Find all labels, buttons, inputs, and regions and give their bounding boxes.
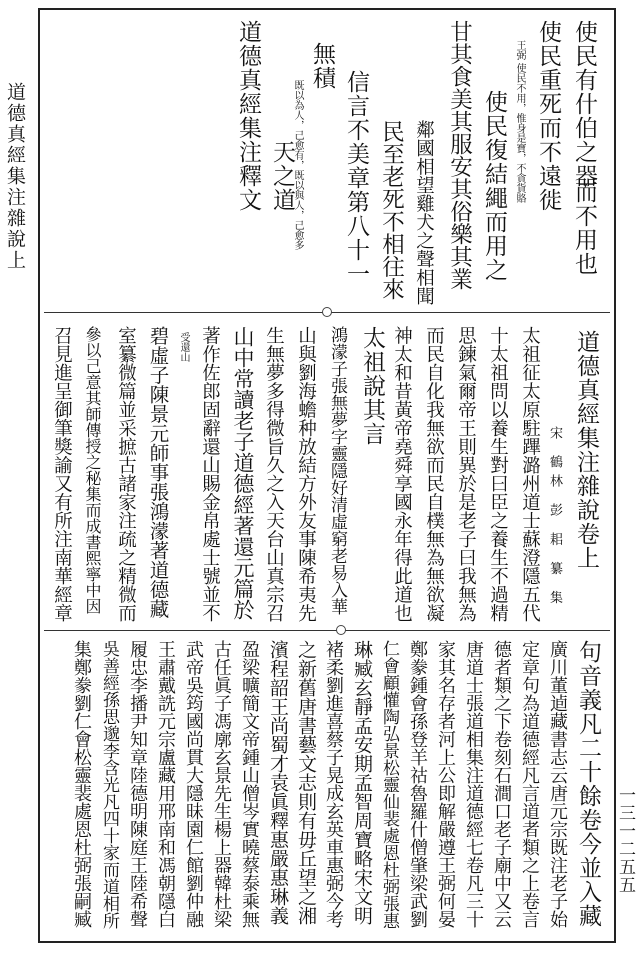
text-column: 盈梁曠簡文帝鍾山僧岑實曉蔡泰乘無 bbox=[239, 640, 260, 928]
commentary-column: 王弼 使民不用，惟身是寶，不貪貨賂 bbox=[514, 40, 525, 204]
text-column: 仁會顧懽陶弘景松靈仙裴處恩杜弼張惠 bbox=[379, 640, 399, 929]
text-column: 無積 bbox=[309, 42, 335, 90]
text-column: 山中常讀老子道德經著還元篇於 bbox=[231, 326, 255, 620]
text-column: 鄭豢鍾會孫登羊祜魯羅什僧肇梁武劉 bbox=[407, 640, 428, 928]
text-column: 思鍊氣爾帝王則異於是老子曰我無為 bbox=[455, 326, 477, 622]
text-column: 室纂微篇並采摭古諸家注疏之精微而 bbox=[115, 326, 137, 622]
text-column: 吳善經孫思邈李含光凡四十家而道相所 bbox=[99, 640, 119, 929]
author-line: 宋 鶴林 彭 耜 纂 集 bbox=[547, 426, 562, 610]
text-column: 參以己意其師傳授之秘集而成書熙寧中因 bbox=[83, 326, 102, 614]
text-column: 古任眞子馮廓玄景先生楊上器韓杜梁 bbox=[211, 640, 232, 928]
text-column: 集鄭豢劉仁會松靈裴處恩杜弼張嗣臧 bbox=[71, 640, 92, 928]
text-column: 濱程韶王尚蜀才袁眞釋惠嚴惠琳義 bbox=[267, 640, 289, 925]
text-column: 天之道 bbox=[269, 140, 295, 212]
text-column: 十太祖問以養生對曰臣之養生不過精 bbox=[487, 326, 509, 622]
fold-divider-bottom bbox=[44, 630, 610, 631]
panel-top bbox=[44, 20, 610, 308]
text-column: 甘其食美其服安其俗樂其業 bbox=[446, 20, 473, 290]
text-column: 神太和昔黃帝堯舜享國永年得此道也 bbox=[391, 326, 413, 622]
text-column: 句音義凡二十餘卷今並入藏 bbox=[575, 640, 601, 928]
margin-section: 雜說上 bbox=[4, 208, 26, 271]
margin-page-number: 一三一二五五 bbox=[615, 786, 635, 894]
text-column: 琳臧玄靜孟安期孟智周寶略宋文明 bbox=[351, 640, 373, 925]
margin-book-title: 道德真經集注 bbox=[4, 82, 26, 208]
text-column: 召見進呈御筆獎諭又有所注南華經章 bbox=[51, 326, 73, 622]
text-column: 碧虛子陳景元師事張鴻濛著道德藏 bbox=[146, 326, 170, 619]
text-column: 唐道士張道相集注道德經七卷凡三十 bbox=[463, 640, 484, 928]
text-column: 鴻濛子張無夢字靈隱好清虛窮老易入華 bbox=[327, 326, 347, 615]
text-column: 而不用也 bbox=[571, 180, 597, 276]
fold-marker-top bbox=[322, 307, 332, 317]
text-column: 太祖說其言 bbox=[359, 326, 385, 446]
text-column: 德者類之下卷刻石澗口老子廟中又云 bbox=[491, 640, 512, 928]
volume-title: 道德真經集注雜說卷上 bbox=[573, 330, 599, 570]
text-column: 使民重死而不遠徙 bbox=[535, 20, 561, 212]
text-column: 之新舊唐書藝文志則有毋丘望之湘 bbox=[295, 640, 317, 925]
text-column: 太祖征太原駐蹕潞州道士蘇澄隱五代 bbox=[519, 326, 541, 622]
fold-marker-bottom bbox=[336, 625, 346, 635]
text-column: 生無夢多得微旨久之入天台山真宗召 bbox=[263, 326, 285, 622]
text-column: 褚柔劉進喜蔡子晃成玄英車惠弼今考 bbox=[323, 640, 344, 928]
text-column: 而民自化我無欲而民自樸無為無欲凝 bbox=[423, 326, 445, 622]
text-column: 使民復結繩而用之 bbox=[481, 90, 507, 282]
panel-middle bbox=[44, 326, 610, 624]
text-column: 武帝吳筠國尚貫大隱昧園仁館劉仲融 bbox=[183, 640, 204, 928]
commentary-column: 受還山 bbox=[178, 332, 189, 362]
text-column: 使民有什伯之器 bbox=[571, 20, 597, 188]
text-column: 山與劉海蟾种放結方外友事陳希夷先 bbox=[295, 326, 317, 622]
chapter-heading: 信言不美章第八十一 bbox=[343, 70, 369, 286]
text-column: 民至老死不相往來 bbox=[378, 120, 405, 300]
text-column: 履忠李播尹知章陸德明陳庭王陸希聲 bbox=[127, 640, 148, 928]
text-column: 鄰國相望雞犬之聲相聞 bbox=[413, 120, 435, 305]
colophon: 道德真經集注釋文 bbox=[235, 20, 261, 212]
text-column: 廣川董逌藏書志云唐元宗既注老子始 bbox=[547, 640, 568, 928]
text-column: 家其名存者河上公即解嚴遵王弼何晏 bbox=[435, 640, 456, 928]
commentary-column: 既以為人，己愈有，既以與人，己愈多 bbox=[292, 80, 303, 250]
panel-bottom bbox=[44, 640, 610, 934]
text-column: 著作佐郎固辭還山賜金帛處士號並不 bbox=[199, 326, 221, 622]
text-column: 定章句為道德經凡言道者類之上卷言 bbox=[519, 640, 540, 928]
text-column: 王肅戴詵元宗盧藏用邢南和馮朝隱白 bbox=[155, 640, 176, 928]
